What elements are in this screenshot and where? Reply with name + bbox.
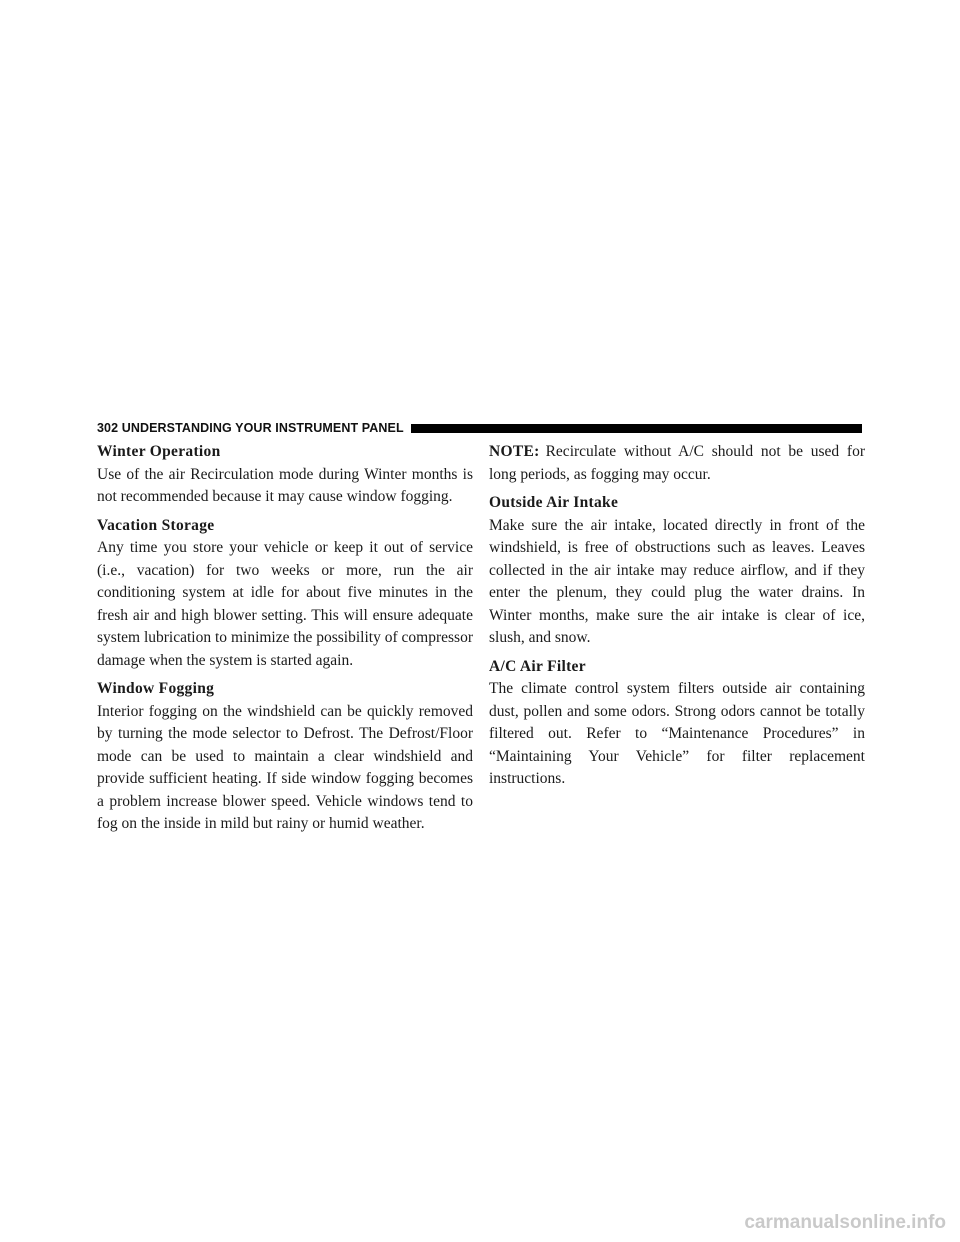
- note-label: NOTE:: [489, 443, 540, 460]
- page-header: [97, 419, 862, 437]
- watermark-link[interactable]: carmanualsonline.info: [744, 1212, 946, 1233]
- note-body: Recirculate without A/C should not be used for long periods, as fogging may occur.: [489, 443, 865, 483]
- section-winter-operation: [97, 441, 473, 509]
- section-vacation-storage: [97, 515, 473, 673]
- heading-outside-air-intake: Outside Air Intake: [489, 494, 619, 511]
- section-outside-air-intake: [489, 492, 865, 650]
- header-rule: [411, 424, 862, 433]
- section-ac-air-filter: [489, 656, 865, 791]
- paragraph-outside-air-intake: Make sure the air intake, located directly in front of the windshield, is free of obstructions such as leaves. Leaves collected in the air intake may reduce airflow, and if they enter the plenum, they could plug the water drains. In Winter months, make sure the air intake is clear of ice, slush, and snow.: [489, 516, 865, 646]
- paragraph-ac-air-filter: The climate control system filters outside air containing dust, pollen and some odors. Strong odors cannot be totally filtered out. Refer to “Maintenance Procedures” in “Maintaining Your Vehicle” for filter replacement instructions.: [489, 680, 865, 787]
- paragraph-window-fogging: Interior fogging on the windshield can be quickly removed by turning the mode selector to Defrost. The Defrost/Floor mode can be used to maintain a clear windshield and provide sufficient heating. If side window fogging becomes a problem increase blower speed. Vehicle windows tend to fog on the inside in mild but rainy or humid weather.: [97, 702, 473, 832]
- left-column: [97, 441, 473, 842]
- section-title: UNDERSTANDING YOUR INSTRUMENT PANEL: [121, 421, 404, 435]
- heading-vacation-storage: Vacation Storage: [97, 516, 215, 534]
- note-paragraph: [489, 441, 865, 486]
- right-column: [489, 441, 865, 797]
- heading-ac-air-filter: A/C Air Filter: [489, 657, 586, 675]
- paragraph-winter-operation: Use of the air Recirculation mode during Winter months is not recommended because it may cause window fogging.: [97, 465, 473, 505]
- page-header-text: [97, 421, 404, 435]
- section-window-fogging: [97, 678, 473, 836]
- heading-winter-operation: Winter Operation: [97, 443, 221, 460]
- heading-window-fogging: Window Fogging: [97, 680, 215, 697]
- page-number: 302: [97, 421, 119, 435]
- paragraph-vacation-storage: Any time you store your vehicle or keep it out of service (i.e., vacation) for two weeks or more, run the air conditioning system at idle for about five minutes in the fresh air and high blower setting. This will ensure adequate system lubrication to minimize the possibility of compressor damage when the system is started again.: [97, 539, 473, 669]
